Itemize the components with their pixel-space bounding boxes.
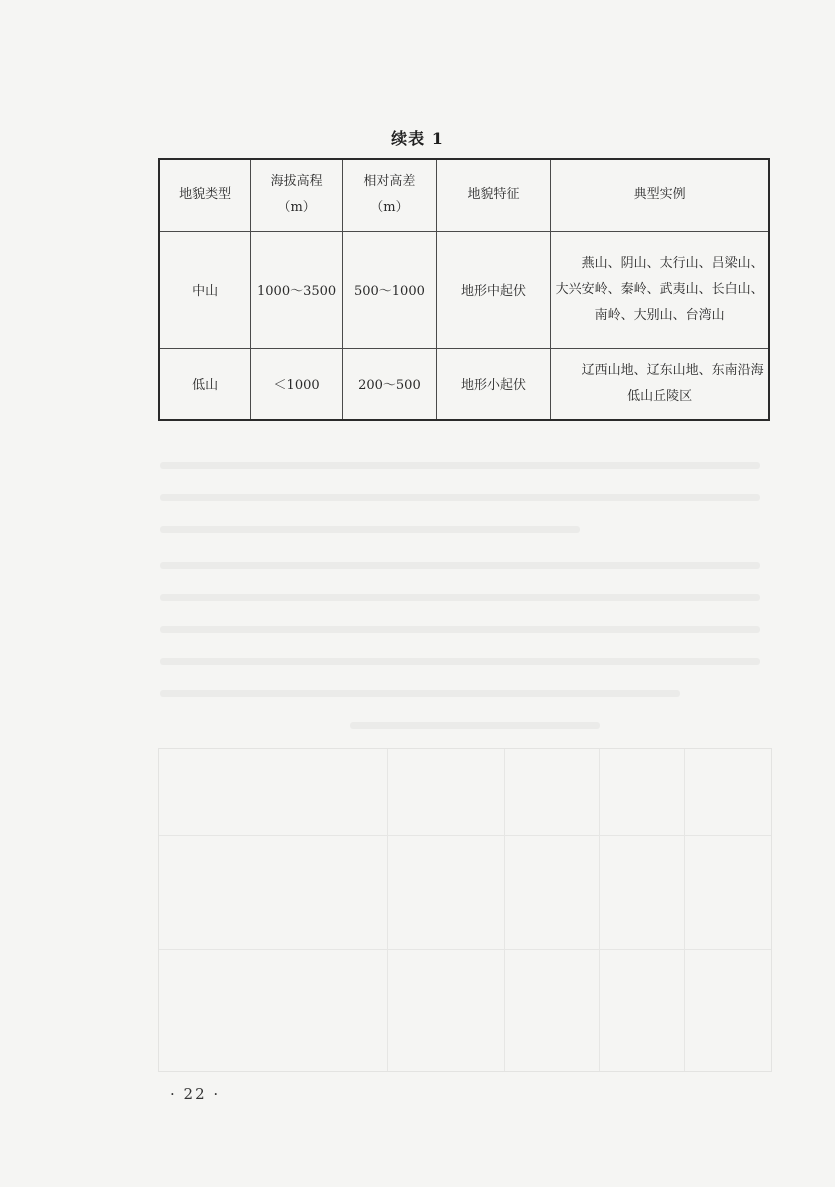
cell-relief: 500～1000 <box>343 231 437 348</box>
cell-examples: 燕山、阴山、太行山、吕梁山、大兴安岭、秦岭、武夷山、长白山、南岭、大别山、台湾山 <box>551 231 769 348</box>
cell-relief: 200～500 <box>343 348 437 420</box>
table-header-row <box>159 159 769 231</box>
page-number: · 22 · <box>170 1085 221 1103</box>
cell-feature: 地形小起伏 <box>436 348 550 420</box>
cell-type: 低山 <box>159 348 251 420</box>
header-landform-type: 地貌类型 <box>159 159 251 231</box>
header-examples: 典型实例 <box>551 159 769 231</box>
header-elevation: 海拔高程 （m） <box>251 159 343 231</box>
cell-feature: 地形中起伏 <box>436 231 550 348</box>
table-row <box>159 348 769 420</box>
header-relief: 相对高差 （m） <box>343 159 437 231</box>
header-feature: 地貌特征 <box>436 159 550 231</box>
cell-examples: 辽西山地、辽东山地、东南沿海低山丘陵区 <box>551 348 769 420</box>
cell-elevation: ＜1000 <box>251 348 343 420</box>
cell-type: 中山 <box>159 231 251 348</box>
table-row <box>159 231 769 348</box>
cell-elevation: 1000～3500 <box>251 231 343 348</box>
landform-table <box>158 158 770 421</box>
table-caption: 续表 1 <box>391 129 444 148</box>
bleed-through-table <box>158 748 772 1072</box>
